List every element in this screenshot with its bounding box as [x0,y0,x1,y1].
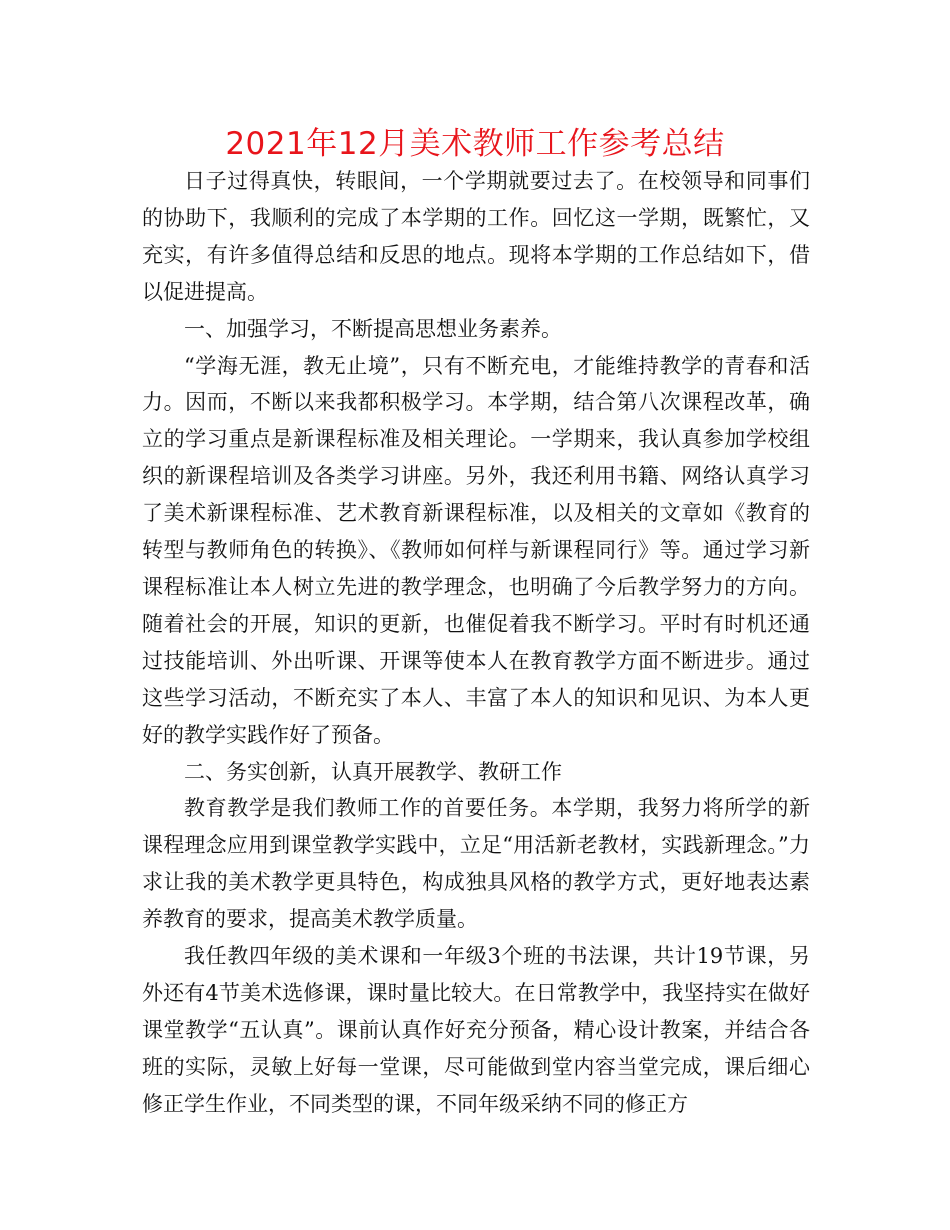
document-body [142,163,810,1123]
section-heading-1: 一、加强学习，不断提高思想业务素养。 [184,316,562,341]
paragraph-courses: 我任教四年级的美术课和一年级3个班的书法课，共计19节课，另外还有4节美术选修课，课时量比较大。在日常教学中，我坚持实在做好课堂教学“五认真”。课前认真作好充分预备，精心设计教案，并结合各班的实际，灵敏上好每一堂课，尽可能做到堂内容当堂完成，课后细心修正学生作业，不同类型的课，不同年级采纳不同的修正方 [142,944,810,1116]
document-title: 2021年12月美术教师工作参考总结 [225,126,725,162]
paragraph-teaching: 教育教学是我们教师工作的首要任务。本学期，我努力将所学的新课程理念应用到课堂教学实践中，立足“用活新老教材，实践新理念。”力求让我的美术教学更具特色，构成独具风格的教学方式，更好地表达素养教育的要求，提高美术教学质量。 [142,796,810,932]
paragraph-study: “学海无涯，教无止境”，只有不断充电，才能维持教学的青春和活力。因而，不断以来我都积极学习。本学期，结合第八次课程改革，确立的学习重点是新课程标准及相关理论。一学期来，我认真参加学校组织的新课程培训及各类学习讲座。另外，我还利用书籍、网络认真学习了美术新课程标准、艺术教育新课程标准，以及相关的文章如《教育的转型与教师角色的转换》、《教师如何样与新课程同行》等。通过学习新课程标准让本人树立先进的教学理念，也明确了今后教学努力的方向。随着社会的开展，知识的更新，也催促着我不断学习。平时有时机还通过技能培训、外出听课、开课等使本人在教育教学方面不断进步。通过这些学习活动，不断充实了本人、丰富了本人的知识和见识、为本人更好的教学实践作好了预备。 [142,353,810,747]
paragraph-intro: 日子过得真快，转眼间，一个学期就要过去了。在校领导和同事们的协助下，我顺利的完成了本学期的工作。回忆这一学期，既繁忙，又充实，有许多值得总结和反思的地点。现将本学期的工作总结如下，借以促进提高。 [142,169,810,304]
section-heading-2: 二、务实创新，认真开展教学、教研工作 [184,759,562,784]
